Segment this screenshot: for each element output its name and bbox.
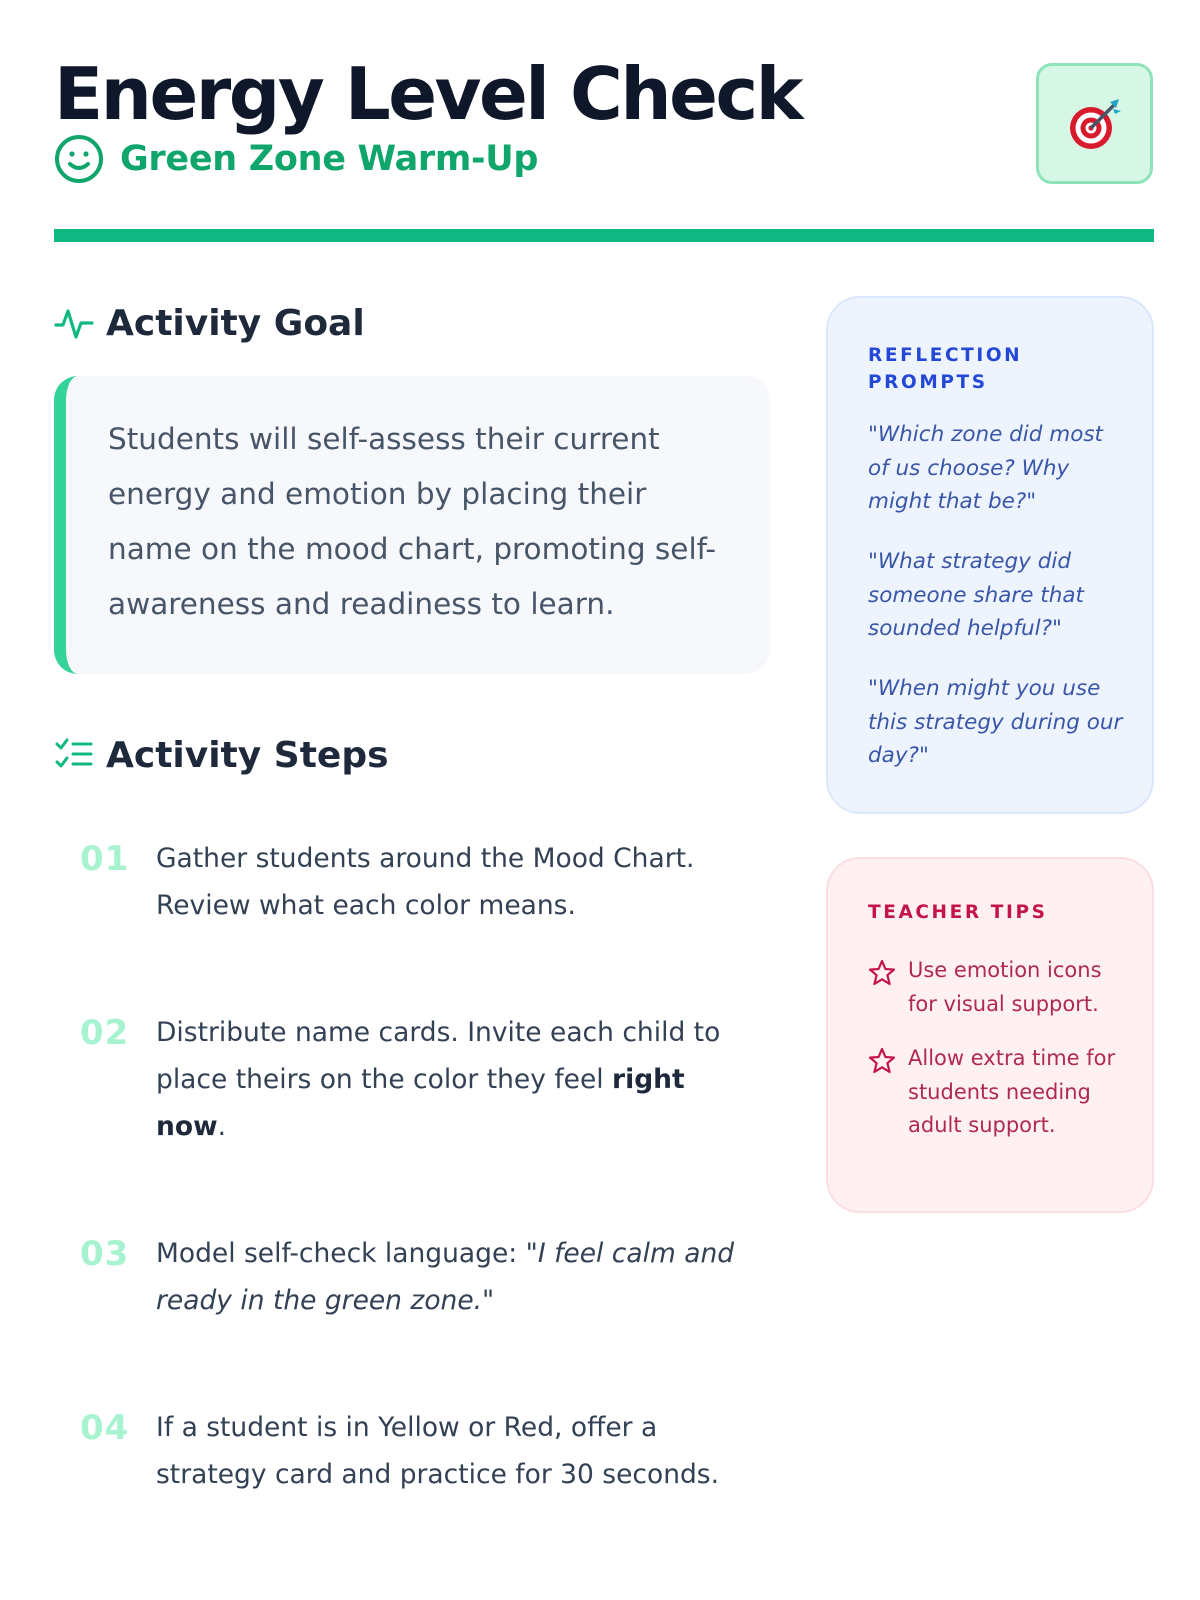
step-number: 02 xyxy=(80,1013,130,1053)
step-text: Gather students around the Mood Chart. Review what each color means. xyxy=(156,843,695,921)
badge xyxy=(1036,63,1153,184)
steps-heading-text: Activity Steps xyxy=(106,734,389,776)
tip-text: Allow extra time for students needing adult support. xyxy=(908,1046,1116,1137)
star-outline-icon xyxy=(868,959,896,987)
step-text-emphasis: right now xyxy=(156,1064,685,1142)
step-text-quote: "I feel calm and ready in the green zone." xyxy=(156,1238,735,1316)
step-text xyxy=(156,1009,756,1150)
steps-heading xyxy=(54,731,389,779)
activity-pulse-icon xyxy=(54,303,94,343)
target-dart-icon xyxy=(1063,92,1127,156)
subtitle-text: Green Zone Warm-Up xyxy=(120,139,539,179)
step-text-main: Model self-check language: xyxy=(156,1238,526,1269)
star-outline-icon xyxy=(868,1047,896,1075)
step-text-end: . xyxy=(217,1111,226,1142)
goal-heading xyxy=(54,299,365,347)
teacher-tips-card xyxy=(826,857,1154,1213)
reflection-card xyxy=(826,296,1154,814)
reflection-label: REFLECTION PROMPTS xyxy=(868,345,1023,393)
subtitle xyxy=(54,134,538,184)
step-text xyxy=(156,1230,756,1324)
checklist-icon xyxy=(54,735,94,775)
goal-text: Students will self-assess their current energy and emotion by placing their name on the mood chart, promoting self-awareness and readiness to learn. xyxy=(108,422,717,621)
step-number: 03 xyxy=(80,1234,130,1274)
page-title: Energy Level Check xyxy=(54,52,802,136)
reflection-prompt: "What strategy did someone share that sounded helpful?" xyxy=(868,549,1084,641)
tip-text: Use emotion icons for visual support. xyxy=(908,958,1102,1016)
reflection-prompt: "Which zone did most of us choose? Why might that be?" xyxy=(868,422,1103,514)
step-number: 01 xyxy=(80,839,130,879)
reflection-prompt: "When might you use this strategy during our day?" xyxy=(868,676,1123,768)
goal-heading-text: Activity Goal xyxy=(106,302,365,344)
smile-icon xyxy=(54,134,104,184)
step-text: If a student is in Yellow or Red, offer a strategy card and practice for 30 seconds. xyxy=(156,1412,720,1490)
divider xyxy=(54,229,1154,242)
step-number: 04 xyxy=(80,1408,130,1448)
goal-box xyxy=(54,376,770,674)
tips-label: TEACHER TIPS xyxy=(868,902,1048,923)
step-text-main: Distribute name cards. Invite each child to place theirs on the color they feel xyxy=(156,1017,721,1095)
